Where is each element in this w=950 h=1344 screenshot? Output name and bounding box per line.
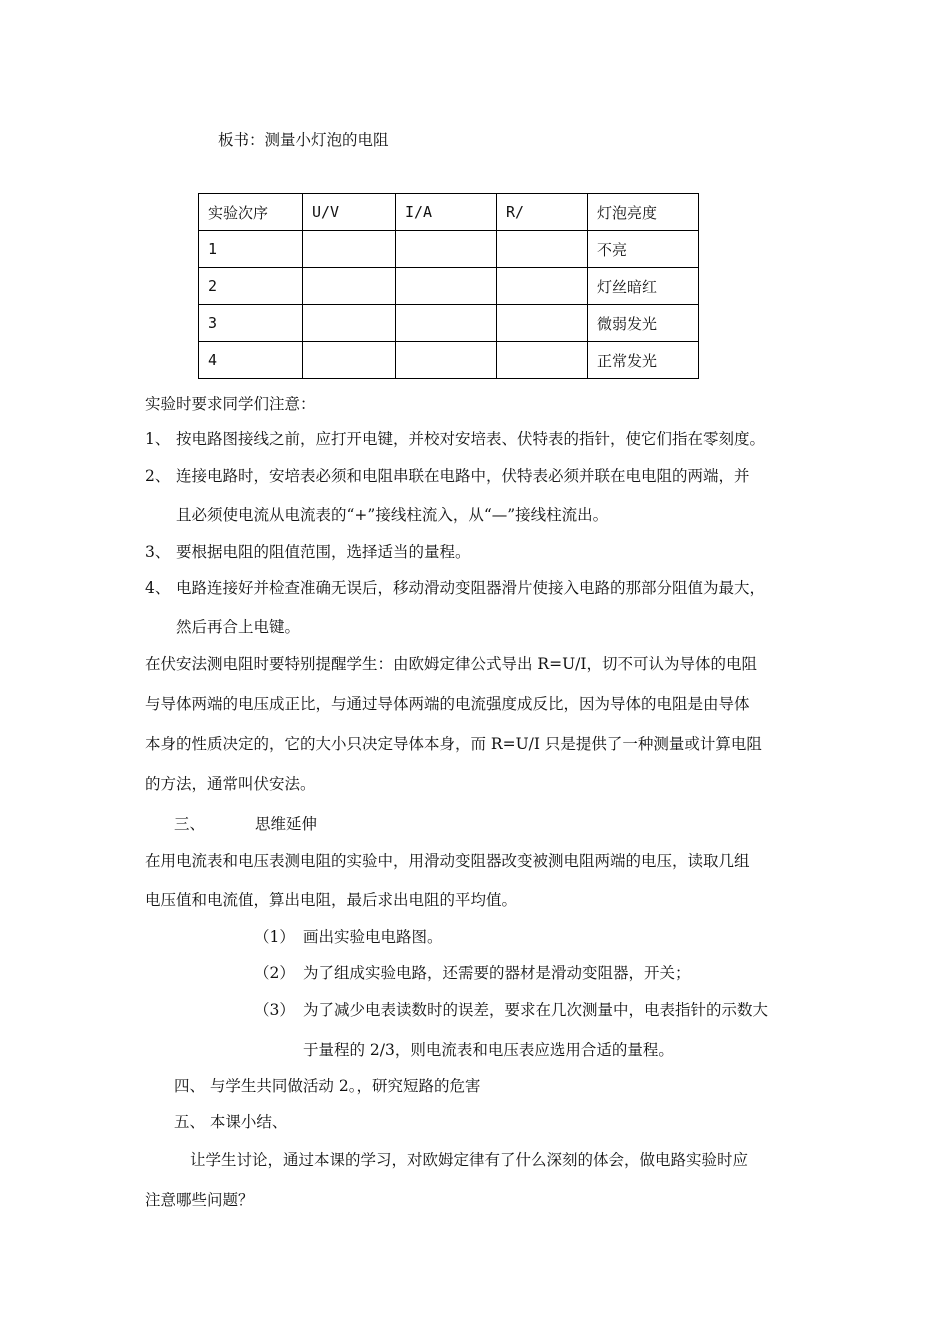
table-cell (303, 231, 396, 268)
notes-intro: 实验时要求同学们注意： (145, 395, 316, 413)
note-text-continued: 然后再合上电键。 (176, 618, 301, 636)
table-cell (396, 305, 497, 342)
reminder-line: 在伏安法测电阻时要特别提醒学生：由欧姆定律公式导出 R=U/I，切不可认为导体的电阻 (145, 655, 757, 673)
table-cell: 4 (199, 342, 303, 379)
section-4: 四、 与学生共同做活动 2。，研究短路的危害 (174, 1077, 481, 1095)
note-text: 电路连接好并检查准确无误后，移动滑动变阻器滑片使接入电路的那部分阻值为最大， (176, 579, 766, 597)
table-cell (396, 268, 497, 305)
table-cell (303, 268, 396, 305)
task-text-continued: 于量程的 2/3，则电流表和电压表应选用合适的量程。 (303, 1041, 674, 1059)
note-text: 要根据电阻的阻值范围，选择适当的量程。 (176, 543, 471, 561)
table-cell (396, 342, 497, 379)
task-text: 画出实验电电路图。 (303, 928, 443, 946)
table-cell: 1 (199, 231, 303, 268)
table-row (199, 342, 699, 379)
task-number: （1） (254, 928, 295, 946)
header-cell: 实验次序 (199, 194, 303, 231)
experiment-table (198, 193, 699, 379)
section-3-title: 思维延伸 (255, 815, 318, 833)
header-cell: U/V (303, 194, 396, 231)
summary-line: 注意哪些问题？ (145, 1191, 254, 1209)
board-title: 板书：测量小灯泡的电阻 (218, 131, 389, 149)
section-3-body: 电压值和电流值，算出电阻，最后求出电阻的平均值。 (145, 891, 518, 909)
reminder-line: 本身的性质决定的，它的大小只决定导体本身，而 R=U/I 只是提供了一种测量或计算电阻 (145, 735, 762, 753)
table-cell (497, 268, 588, 305)
table-row (199, 231, 699, 268)
table-cell (497, 305, 588, 342)
table-cell: 2 (199, 268, 303, 305)
section-5: 五、 本课小结、 (174, 1113, 288, 1131)
header-cell: 灯泡亮度 (588, 194, 699, 231)
note-number: 1、 (145, 430, 171, 448)
table-row (199, 305, 699, 342)
table-cell: 微弱发光 (588, 305, 699, 342)
table-row (199, 268, 699, 305)
note-number: 3、 (145, 543, 171, 561)
table-cell (396, 231, 497, 268)
section-3-number: 三、 (174, 815, 206, 833)
table-cell (497, 231, 588, 268)
note-text: 连接电路时，安培表必须和电阻串联在电路中，伏特表必须并联在电电阻的两端，并 (176, 467, 750, 485)
task-number: （3） (254, 1001, 295, 1019)
header-cell: I/A (396, 194, 497, 231)
note-text-continued: 且必须使电流从电流表的“+”接线柱流入，从“—”接线柱流出。 (176, 506, 609, 524)
task-text: 为了减少电表读数时的误差，要求在几次测量中，电表指针的示数大 (303, 1001, 769, 1019)
note-text: 按电路图接线之前，应打开电键，并校对安培表、伏特表的指针，使它们指在零刻度。 (176, 430, 766, 448)
table-cell (303, 305, 396, 342)
table-cell: 灯丝暗红 (588, 268, 699, 305)
section-3-body: 在用电流表和电压表测电阻的实验中，用滑动变阻器改变被测电阻两端的电压，读取几组 (145, 852, 750, 870)
task-text: 为了组成实验电路，还需要的器材是滑动变阻器，开关； (303, 964, 691, 982)
table-cell: 不亮 (588, 231, 699, 268)
task-number: （2） (254, 964, 295, 982)
table-header-row (199, 194, 699, 231)
table-cell (497, 342, 588, 379)
table-cell (303, 342, 396, 379)
note-number: 2、 (145, 467, 171, 485)
table-cell: 正常发光 (588, 342, 699, 379)
note-number: 4、 (145, 579, 171, 597)
header-cell: R/ (497, 194, 588, 231)
reminder-line: 与导体两端的电压成正比，与通过导体两端的电流强度成反比，因为导体的电阻是由导体 (145, 695, 750, 713)
summary-line: 让学生讨论，通过本课的学习，对欧姆定律有了什么深刻的体会，做电路实验时应 (190, 1151, 749, 1169)
reminder-line: 的方法，通常叫伏安法。 (145, 775, 316, 793)
table-cell: 3 (199, 305, 303, 342)
